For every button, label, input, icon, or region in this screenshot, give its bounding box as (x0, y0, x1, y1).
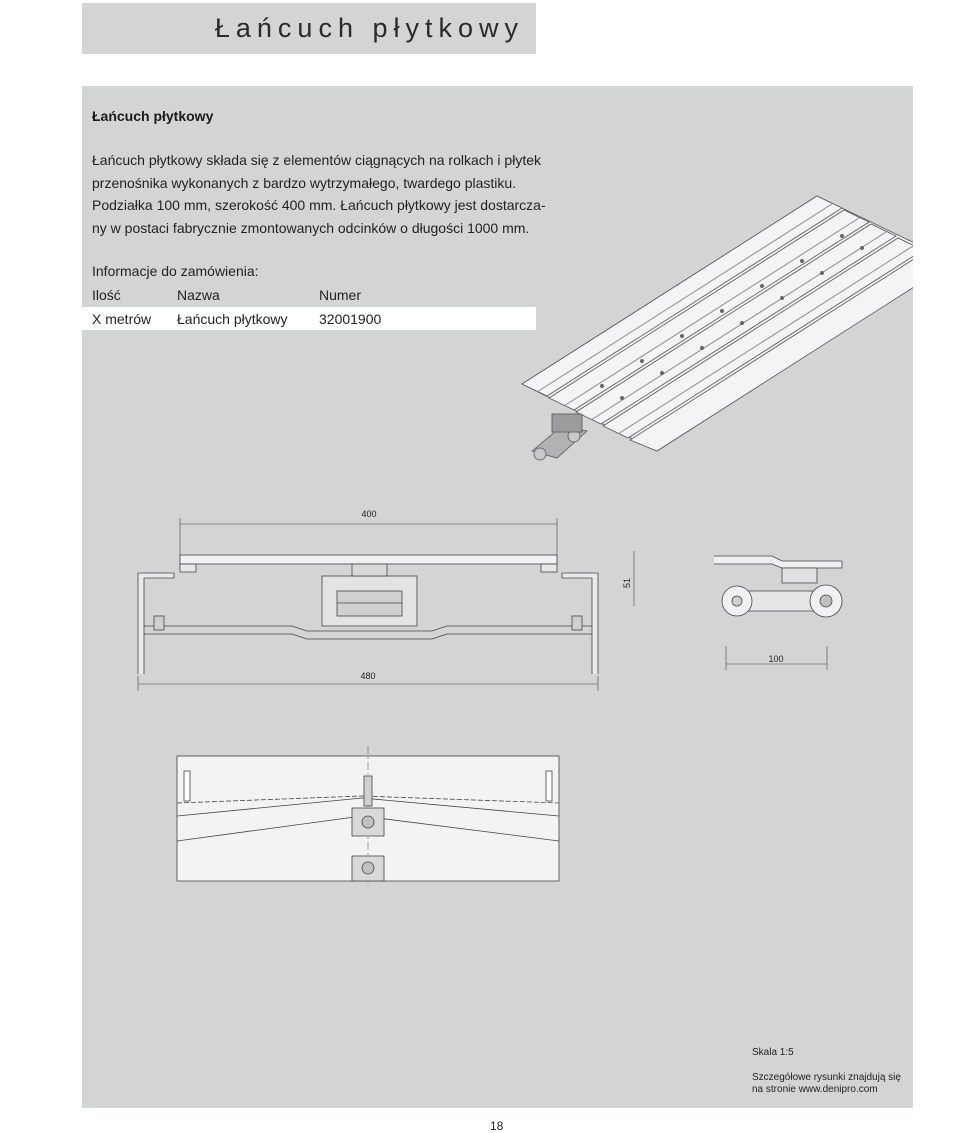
header-quantity: Ilość (92, 287, 121, 303)
page-title: Łańcuch płytkowy (214, 13, 524, 43)
content-panel (82, 86, 913, 1108)
dim-height-label: 51 (622, 577, 632, 589)
description-line: ny w postaci fabrycznie zmontowanych odcinków o długości 1000 mm. (92, 219, 530, 236)
description-line: Podziałka 100 mm, szerokość 400 mm. Łańcuch płytkowy jest dostarcza- (92, 197, 546, 213)
chain-3d-illustration (522, 196, 913, 460)
dim-pitch-label: 100 (768, 654, 784, 664)
detail-note (752, 1072, 912, 1096)
header-number: Numer (319, 287, 362, 303)
front-view (138, 509, 634, 691)
detail-note-line: Szczegółowe rysunki znajdują się (752, 1072, 901, 1083)
header-name: Nazwa (177, 287, 220, 303)
top-view (177, 746, 559, 886)
detail-note-line: na stronie www.denipro.com (752, 1084, 878, 1095)
page-number: 18 (490, 1119, 504, 1133)
order-info-title: Informacje do zamówienia: (92, 263, 259, 279)
dim-width-label: 400 (361, 509, 377, 519)
scale-label: Skala 1:5 (752, 1047, 794, 1058)
technical-drawing (82, 86, 913, 1108)
cell-name: Łańcuch płytkowy (177, 311, 288, 327)
dim-total-label: 480 (360, 671, 376, 681)
side-view (714, 556, 842, 670)
cell-number: 32001900 (319, 311, 382, 327)
section-subtitle: Łańcuch płytkowy (92, 108, 214, 124)
title-bar (82, 3, 536, 54)
cell-quantity: X metrów (92, 311, 152, 327)
description-line: Łańcuch płytkowy składa się z elementów ciągnących na rolkach i płytek (92, 152, 542, 168)
description-line: przenośnika wykonanych z bardzo wytrzymałego, twardego plastiku. (92, 174, 517, 191)
